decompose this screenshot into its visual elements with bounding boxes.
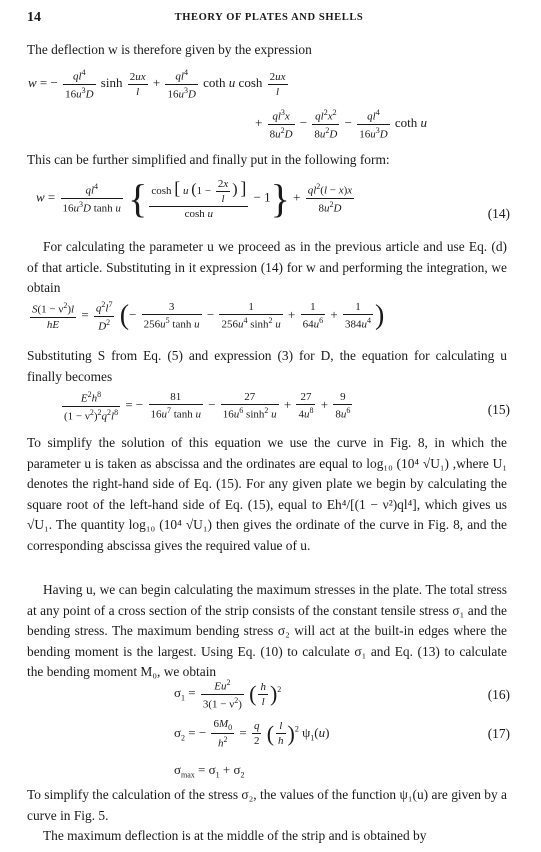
equation-integration: $\frac{S(1 - \nu^2)l}{hE}$ = $\frac{q^2l^7}{D^2}$ (− $\frac{3}{256u^5 \tanh u}$ − $\frac{1}{256u^4 \sinh^2 u}$ + $\frac{1}{64u^6}$ + $\frac{1}{384u^4}$ ): [32, 300, 385, 333]
equation-deflection-line2: + $\frac{ql^3x}{8u^2D}$ − $\frac{ql^2x^2}{8u^2D}$ − $\frac{ql^4}{16u^3D}$ coth u: [255, 108, 428, 141]
paragraph: This can be further simplified and finally put in the following form:: [27, 152, 390, 167]
equation-17: $\sigma_2$ = − $\frac{6M_0}{h^2}$ = $\frac{q}{2}$ ( $\frac{l}{h}$ )$^2$ $\psi_1(u)$: [174, 718, 330, 750]
equation-sigma-max: $\sigma_{max} = \sigma_1 + \sigma_2$: [174, 762, 245, 780]
paragraph: Having u, we can begin calculating the maximum stresses in the plate. The total stress at any point of a cross section of the strip consists of the constant tensile stress σ₁ and the bending stress. The maximum bending stress σ₂ will act at the built-in edges where the bending moment is the largest. Using Eq. (10) to calculate σ₁ and Eq. (13) to calculate the bending moment M₀, we obtain: [27, 582, 507, 680]
equation-deflection-line1: w = − $\frac{ql^4}{16u^3D}$ sinh $\frac{2ux}{l}$ + $\frac{ql^4}{16u^3D}$ coth u cosh $\frac{2ux}{l}$: [28, 68, 286, 101]
equation-16: $\sigma_1$ = $\frac{Eu^2}{3(1 - \nu^2)}$ ( $\frac{h}{l}$ )$^2$: [174, 678, 282, 711]
paragraph: To simplify the calculation of the stress σ₂, the values of the function ψ₁(u) are given by a curve in Fig. 5.: [27, 787, 507, 823]
running-header: [27, 10, 511, 28]
equation-number: (14): [487, 206, 510, 221]
equation-number: (15): [487, 402, 510, 417]
paragraph: To simplify the solution of this equation we use the curve in Fig. 8, in which the parameter u is taken as abscissa and the ordinates are equal to log₁₀ (10⁴ √U₁) ,where U₁ denotes the right-hand side of Eq. (15). For any given plate we begin by calculating the square root of the left-hand side of Eq. (15), equal to Eh⁴/[(1 − ν²)ql⁴], which gives us √U₁. The quantity log₁₀ (10⁴ √U₁) then gives the ordinate of the curve in Fig. 8, and the corresponding abscissa gives the required value of u.: [27, 435, 507, 553]
paragraph: For calculating the parameter u we proceed as in the previous article and use Eq. (d) of that article. Substituting in it expression (14) for w and performing the integration, we obtain: [27, 239, 507, 296]
running-title: THEORY OF PLATES AND SHELLS: [174, 12, 364, 23]
paragraph: Substituting S from Eq. (5) and expression (3) for D, the equation for calculating u finally becomes: [27, 348, 507, 384]
equation-14: w = $\frac{ql^4}{16u^3D \tanh u}$ { cosh [ u (1 − $\frac{2x}{l}$ ) ] cosh u − 1} + $\frac{ql^2(l - x)x}{8u^2D}$: [36, 176, 353, 221]
paragraph: The deflection w is therefore given by the expression: [27, 42, 312, 57]
paragraph: The maximum deflection is at the middle of the strip and is obtained by: [43, 828, 427, 843]
equation-15: $\frac{E^2h^8}{(1 - \nu^2)^2q^2l^8}$ = − $\frac{81}{16u^7 \tanh u}$ − $\frac{27}{16u^6 \sinh^2 u}$ + $\frac{27}{4u^8}$ + $\frac{9}{8u^6}$: [64, 390, 351, 423]
equation-number: (16): [487, 687, 510, 702]
page-number: 14: [27, 10, 41, 25]
equation-number: (17): [487, 726, 510, 741]
